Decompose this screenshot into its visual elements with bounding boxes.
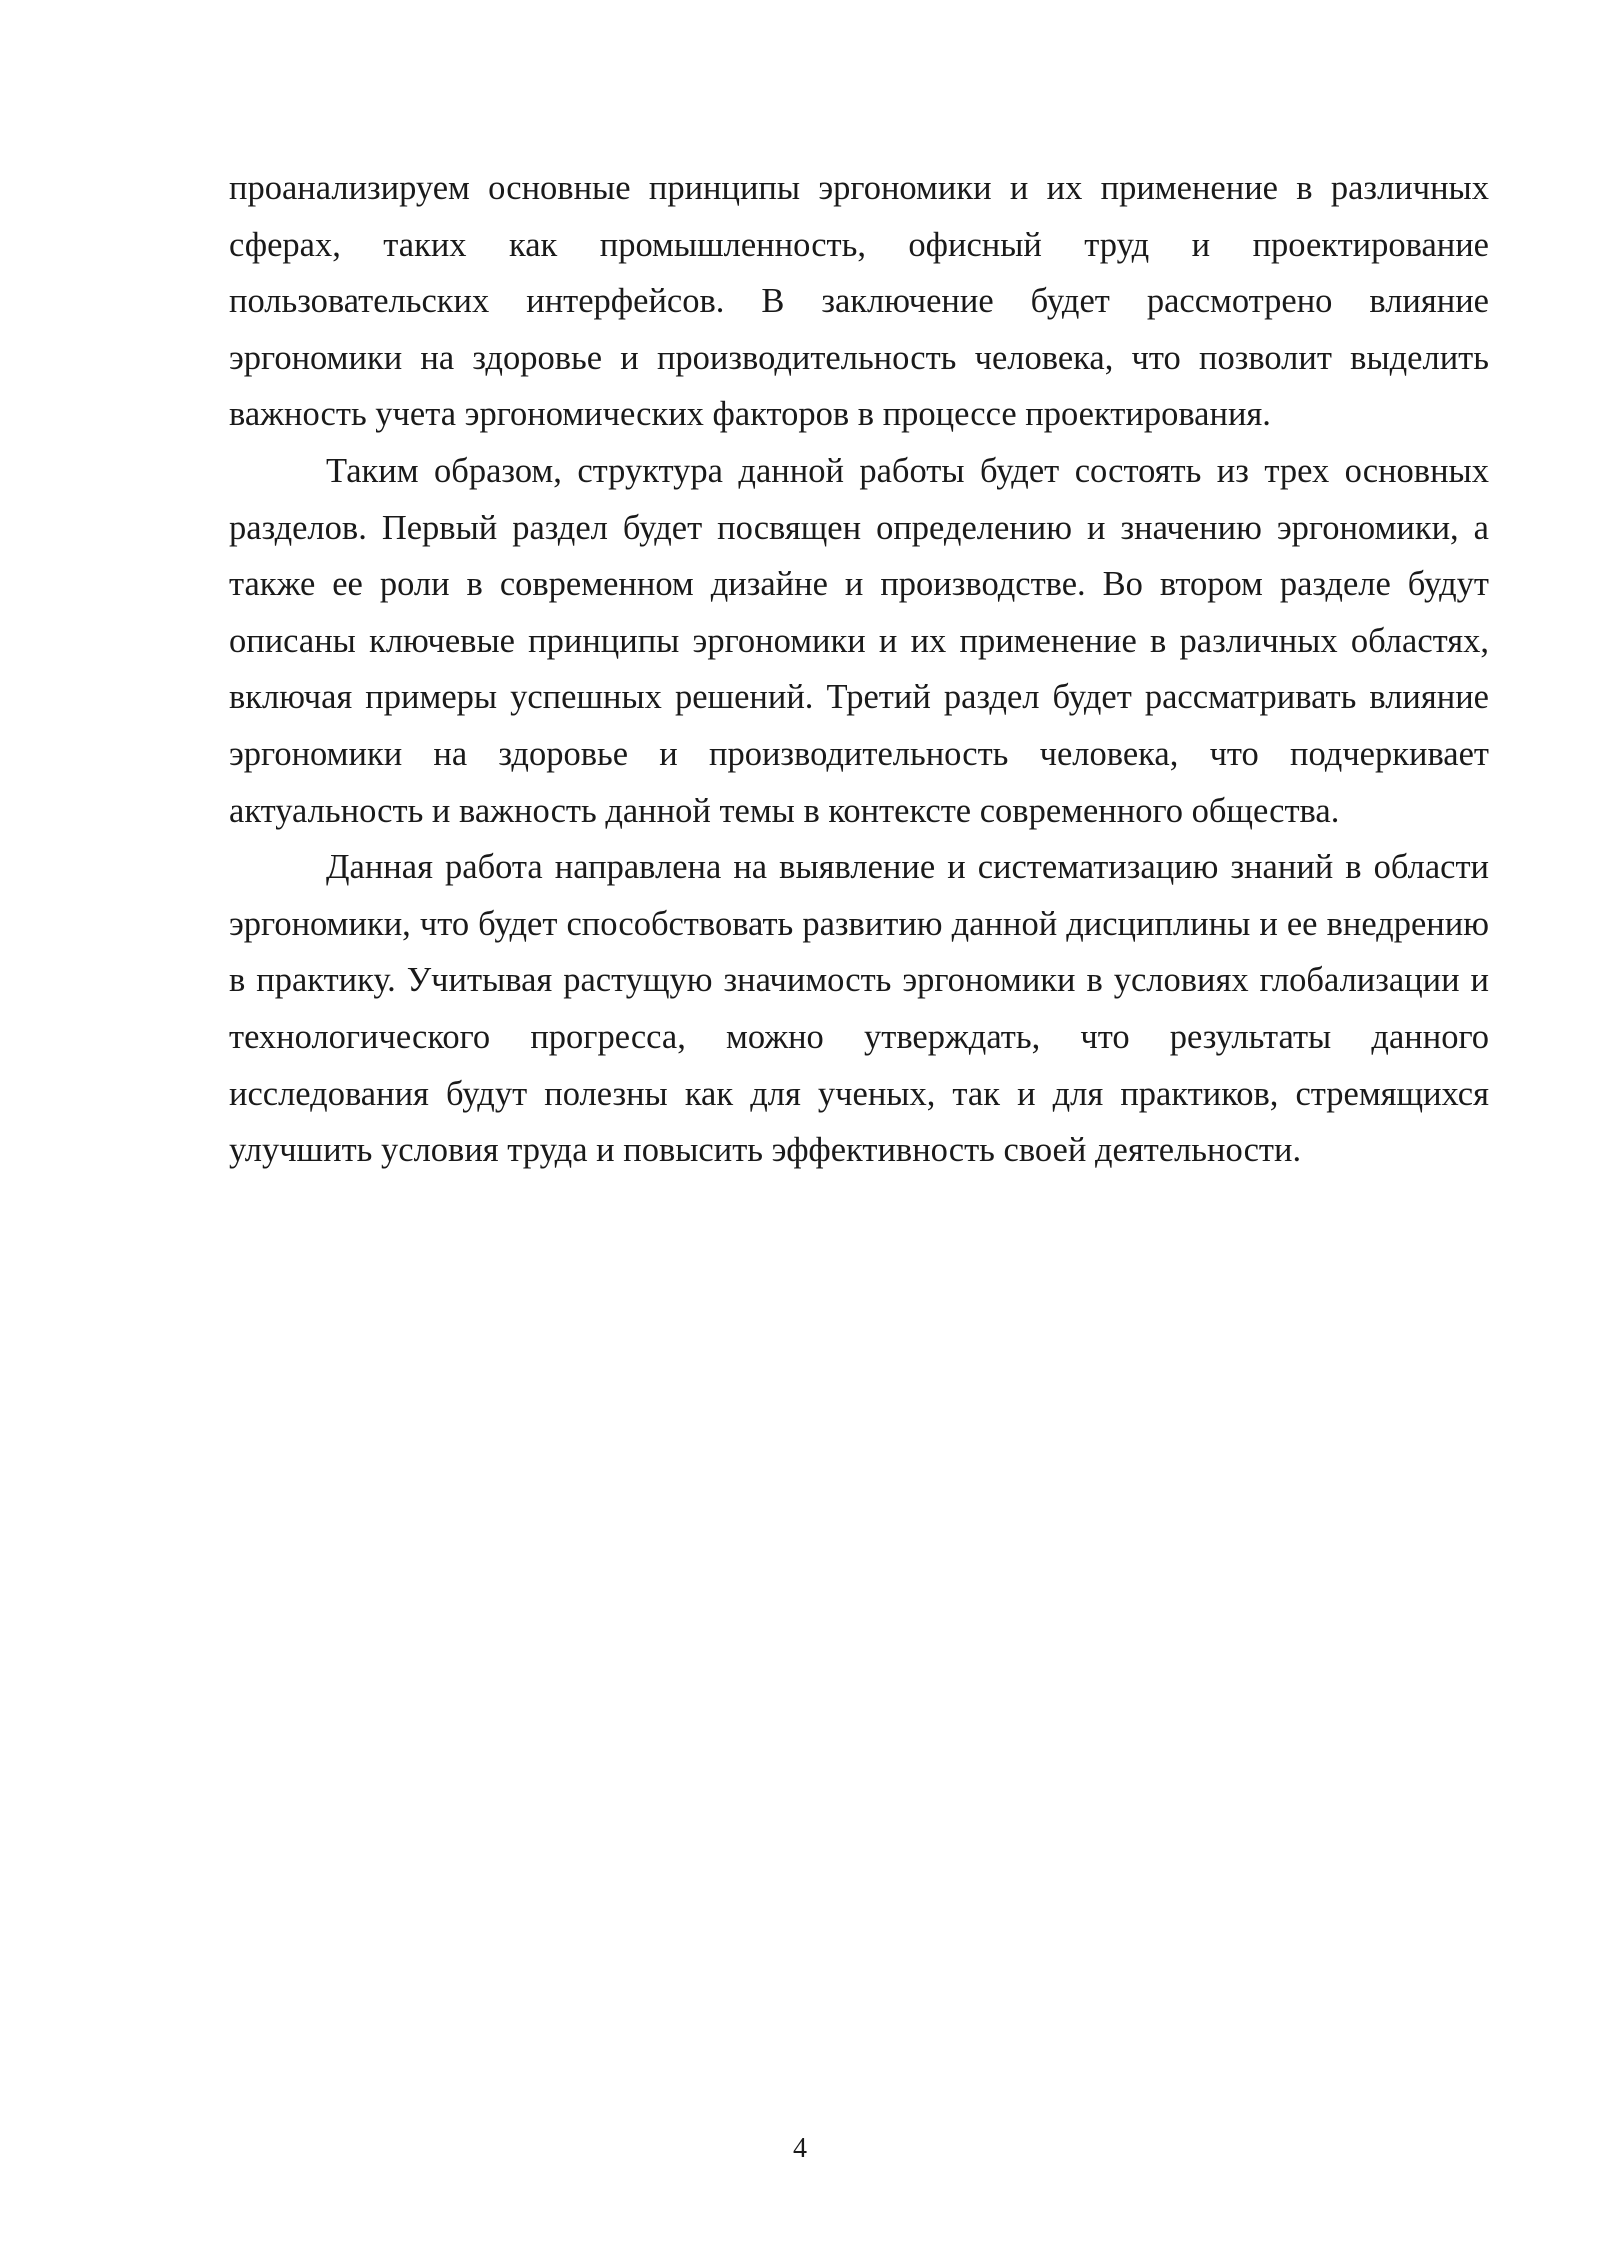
- body-text: [229, 160, 1489, 1179]
- page-number: 4: [793, 2133, 807, 2164]
- paragraph-purpose: Данная работа направлена на выявление и систематизацию знаний в области эргономики, что будет способствовать развитию данной дисциплины и ее внедрению в практику. Учитывая растущую значимость эргономики в условиях глобализации и технологического прогресса, можно утверждать, что результаты данного исследования будут полезны как для ученых, так и для практиков, стремящихся улучшить условия труда и повысить эффективность своей деятельности.: [229, 848, 1489, 1170]
- paragraph-continuation: проанализируем основные принципы эргономики и их применение в различных сферах, таких как промышленность, офисный труд и проектирование пользовательских интерфейсов. В заключение будет рассмотрено влияние эргономики на здоровье и производительность человека, что позволит выделить важность учета эргономических факторов в процессе проектирования.: [229, 169, 1489, 434]
- paragraph-structure: Таким образом, структура данной работы будет состоять из трех основных разделов. Первый раздел будет посвящен определению и значению эргономики, а также ее роли в современном дизайне и производстве. Во втором разделе будут описаны ключевые принципы эргономики и их применение в различных областях, включая примеры успешных решений. Третий раздел будет рассматривать влияние эргономики на здоровье и производительность человека, что подчеркивает актуальность и важность данной темы в контексте современного общества.: [229, 451, 1489, 830]
